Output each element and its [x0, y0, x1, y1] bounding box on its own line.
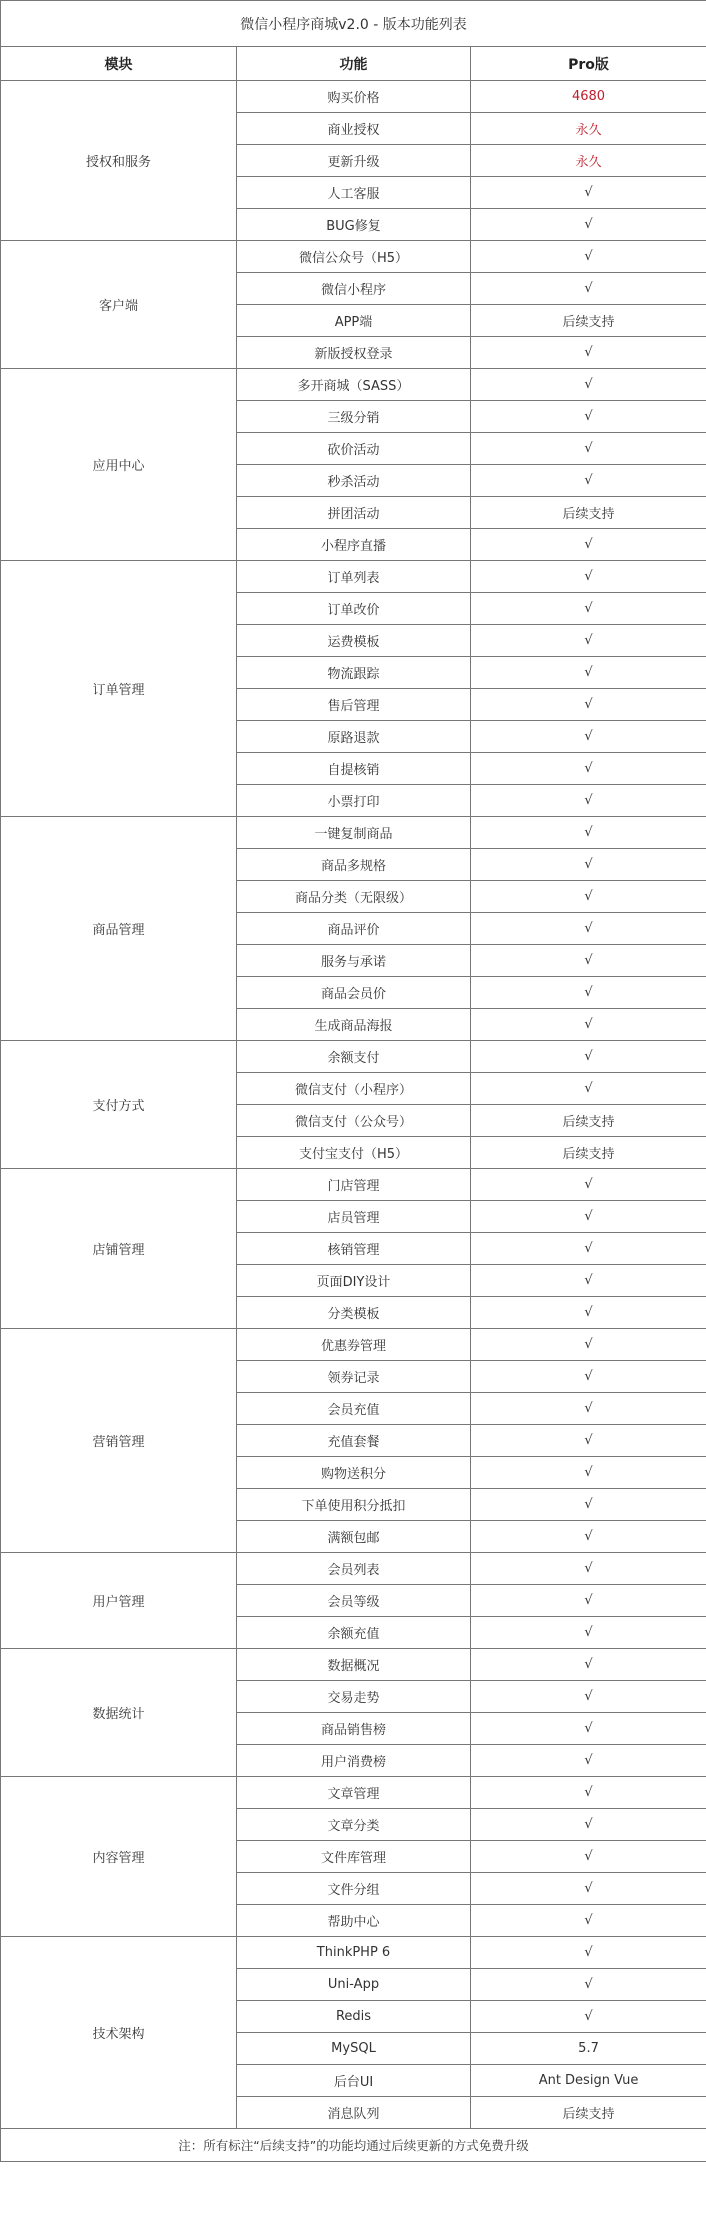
table-row	[1, 1553, 706, 1585]
pro-value-cell: √	[471, 177, 706, 209]
feature-cell: 余额充值	[237, 1617, 471, 1649]
header-row	[1, 47, 706, 81]
feature-cell: 小程序直播	[237, 529, 471, 561]
module-cell: 订单管理	[1, 561, 237, 817]
table-row	[1, 241, 706, 273]
table-row	[1, 1329, 706, 1361]
feature-cell: 更新升级	[237, 145, 471, 177]
pro-value-cell: √	[471, 1617, 706, 1649]
feature-cell: 会员充值	[237, 1393, 471, 1425]
feature-cell: 核销管理	[237, 1233, 471, 1265]
pro-value-cell: √	[471, 465, 706, 497]
feature-cell: 门店管理	[237, 1169, 471, 1201]
feature-cell: 满额包邮	[237, 1521, 471, 1553]
feature-cell: 用户消费榜	[237, 1745, 471, 1777]
pro-value-cell: √	[471, 1713, 706, 1745]
pro-value-cell: Ant Design Vue	[471, 2065, 706, 2097]
pro-value-cell: √	[471, 337, 706, 369]
pro-value-cell: 后续支持	[471, 305, 706, 337]
pro-value-cell: √	[471, 849, 706, 881]
feature-cell: 原路退款	[237, 721, 471, 753]
table-row	[1, 1777, 706, 1809]
feature-cell: 生成商品海报	[237, 1009, 471, 1041]
feature-cell: Uni-App	[237, 1969, 471, 2001]
header-module: 模块	[1, 47, 237, 81]
feature-cell: 订单列表	[237, 561, 471, 593]
feature-cell: 文章分类	[237, 1809, 471, 1841]
pro-value-cell: √	[471, 1329, 706, 1361]
module-cell: 内容管理	[1, 1777, 237, 1937]
pro-value-cell: 永久	[471, 145, 706, 177]
pro-value-cell: √	[471, 1649, 706, 1681]
feature-cell: 购买价格	[237, 81, 471, 113]
module-cell: 应用中心	[1, 369, 237, 561]
pro-value-cell: √	[471, 433, 706, 465]
pro-value-cell: 5.7	[471, 2033, 706, 2065]
feature-cell: 商品多规格	[237, 849, 471, 881]
feature-cell: 交易走势	[237, 1681, 471, 1713]
pro-value-cell: √	[471, 913, 706, 945]
pro-value-cell: √	[471, 1745, 706, 1777]
feature-cell: 商业授权	[237, 113, 471, 145]
pro-value-cell: √	[471, 1265, 706, 1297]
pro-value-cell: √	[471, 721, 706, 753]
footnote: 注：所有标注“后续支持”的功能均通过后续更新的方式免费升级	[1, 2129, 706, 2162]
feature-cell: 订单改价	[237, 593, 471, 625]
pro-value-cell: √	[471, 657, 706, 689]
pro-value-cell: √	[471, 817, 706, 849]
feature-cell: 多开商城（SASS）	[237, 369, 471, 401]
pro-value-cell: √	[471, 1041, 706, 1073]
pro-value-cell: √	[471, 1681, 706, 1713]
note-row	[1, 2129, 706, 2162]
pro-value-cell: √	[471, 1777, 706, 1809]
feature-cell: 页面DIY设计	[237, 1265, 471, 1297]
pro-value-cell: √	[471, 1361, 706, 1393]
pro-value-cell: 后续支持	[471, 1105, 706, 1137]
feature-cell: 会员等级	[237, 1585, 471, 1617]
feature-cell: 一键复制商品	[237, 817, 471, 849]
title-row	[1, 1, 706, 47]
feature-cell: 微信支付（公众号）	[237, 1105, 471, 1137]
pro-value-cell: 永久	[471, 113, 706, 145]
pro-value-cell: √	[471, 1297, 706, 1329]
feature-cell: 帮助中心	[237, 1905, 471, 1937]
pro-value-cell: √	[471, 273, 706, 305]
feature-cell: 拼团活动	[237, 497, 471, 529]
pro-value-cell: √	[471, 2001, 706, 2033]
module-cell: 商品管理	[1, 817, 237, 1041]
pro-value-cell: √	[471, 1009, 706, 1041]
pro-value-cell: √	[471, 1201, 706, 1233]
module-cell: 用户管理	[1, 1553, 237, 1649]
pro-value-cell: √	[471, 625, 706, 657]
pro-value-cell: √	[471, 689, 706, 721]
feature-cell: APP端	[237, 305, 471, 337]
pro-value-cell: √	[471, 1937, 706, 1969]
pro-value-cell: √	[471, 1233, 706, 1265]
pro-value-cell: √	[471, 1969, 706, 2001]
feature-cell: 文件库管理	[237, 1841, 471, 1873]
feature-cell: MySQL	[237, 2033, 471, 2065]
feature-cell: 服务与承诺	[237, 945, 471, 977]
pro-value-cell: √	[471, 753, 706, 785]
feature-cell: 微信小程序	[237, 273, 471, 305]
feature-cell: 物流跟踪	[237, 657, 471, 689]
table-row	[1, 81, 706, 113]
feature-cell: 砍价活动	[237, 433, 471, 465]
module-cell: 客户端	[1, 241, 237, 369]
pro-value-cell: 后续支持	[471, 1137, 706, 1169]
pro-value-cell: √	[471, 1393, 706, 1425]
module-cell: 营销管理	[1, 1329, 237, 1553]
pro-value-cell: √	[471, 1841, 706, 1873]
pro-value-cell: √	[471, 561, 706, 593]
table-row	[1, 1169, 706, 1201]
feature-cell: 分类模板	[237, 1297, 471, 1329]
feature-cell: 文章管理	[237, 1777, 471, 1809]
feature-cell: 数据概况	[237, 1649, 471, 1681]
feature-cell: Redis	[237, 2001, 471, 2033]
pro-value-cell: √	[471, 1489, 706, 1521]
feature-cell: 新版授权登录	[237, 337, 471, 369]
feature-cell: 下单使用积分抵扣	[237, 1489, 471, 1521]
pro-value-cell: √	[471, 1873, 706, 1905]
pro-value-cell: √	[471, 1457, 706, 1489]
module-cell: 支付方式	[1, 1041, 237, 1169]
feature-cell: 小票打印	[237, 785, 471, 817]
feature-cell: 运费模板	[237, 625, 471, 657]
feature-cell: 消息队列	[237, 2097, 471, 2129]
pro-value-cell: √	[471, 1585, 706, 1617]
feature-cell: 余额支付	[237, 1041, 471, 1073]
table-body	[1, 81, 706, 2129]
pro-value-cell: √	[471, 593, 706, 625]
feature-cell: 文件分组	[237, 1873, 471, 1905]
feature-cell: 会员列表	[237, 1553, 471, 1585]
pro-value-cell: √	[471, 945, 706, 977]
feature-cell: BUG修复	[237, 209, 471, 241]
pro-value-cell: √	[471, 529, 706, 561]
feature-cell: 后台UI	[237, 2065, 471, 2097]
feature-cell: 领券记录	[237, 1361, 471, 1393]
feature-cell: 购物送积分	[237, 1457, 471, 1489]
pro-value-cell: 后续支持	[471, 497, 706, 529]
feature-cell: 人工客服	[237, 177, 471, 209]
feature-cell: 店员管理	[237, 1201, 471, 1233]
pro-value-cell: √	[471, 1073, 706, 1105]
module-cell: 数据统计	[1, 1649, 237, 1777]
feature-cell: ThinkPHP 6	[237, 1937, 471, 1969]
pro-value-cell: √	[471, 881, 706, 913]
module-cell: 技术架构	[1, 1937, 237, 2129]
feature-cell: 三级分销	[237, 401, 471, 433]
feature-cell: 微信公众号（H5）	[237, 241, 471, 273]
feature-cell: 售后管理	[237, 689, 471, 721]
module-cell: 店铺管理	[1, 1169, 237, 1329]
pro-value-cell: √	[471, 1521, 706, 1553]
table-row	[1, 369, 706, 401]
header-pro: Pro版	[471, 47, 706, 81]
feature-cell: 充值套餐	[237, 1425, 471, 1457]
pro-value-cell: √	[471, 209, 706, 241]
pro-value-cell: √	[471, 1169, 706, 1201]
table-row	[1, 1937, 706, 1969]
pro-value-cell: 4680	[471, 81, 706, 113]
pro-value-cell: √	[471, 977, 706, 1009]
pro-value-cell: √	[471, 785, 706, 817]
pro-value-cell: √	[471, 401, 706, 433]
table-row	[1, 1041, 706, 1073]
table-row	[1, 561, 706, 593]
header-feature: 功能	[237, 47, 471, 81]
feature-cell: 自提核销	[237, 753, 471, 785]
feature-cell: 微信支付（小程序）	[237, 1073, 471, 1105]
table-row	[1, 1649, 706, 1681]
pro-value-cell: √	[471, 241, 706, 273]
module-cell: 授权和服务	[1, 81, 237, 241]
feature-cell: 秒杀活动	[237, 465, 471, 497]
pro-value-cell: √	[471, 369, 706, 401]
pro-value-cell: 后续支持	[471, 2097, 706, 2129]
table-title: 微信小程序商城v2.0 - 版本功能列表	[1, 1, 706, 47]
table-row	[1, 817, 706, 849]
pro-value-cell: √	[471, 1905, 706, 1937]
feature-cell: 优惠券管理	[237, 1329, 471, 1361]
pro-value-cell: √	[471, 1809, 706, 1841]
pro-value-cell: √	[471, 1425, 706, 1457]
feature-cell: 商品分类（无限级）	[237, 881, 471, 913]
feature-cell: 支付宝支付（H5）	[237, 1137, 471, 1169]
feature-cell: 商品会员价	[237, 977, 471, 1009]
feature-cell: 商品评价	[237, 913, 471, 945]
pro-value-cell: √	[471, 1553, 706, 1585]
feature-cell: 商品销售榜	[237, 1713, 471, 1745]
